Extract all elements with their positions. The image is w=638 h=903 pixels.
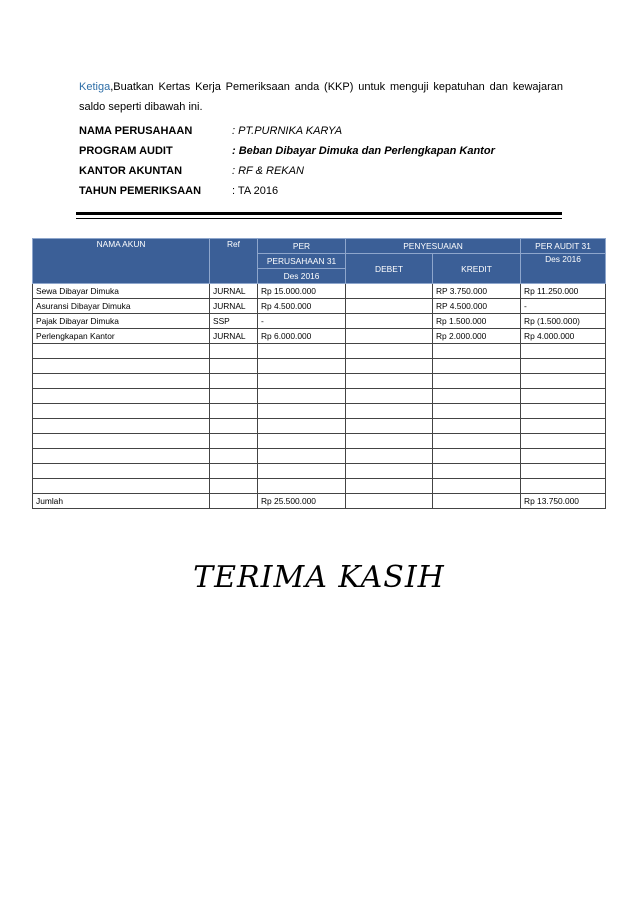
audit-info-block (79, 121, 495, 201)
empty-cell (33, 374, 210, 389)
header-kredit: KREDIT (433, 254, 521, 284)
empty-cell (346, 344, 433, 359)
empty-row (33, 344, 606, 359)
empty-cell (258, 374, 346, 389)
empty-cell (346, 374, 433, 389)
header-per-3: Des 2016 (258, 269, 346, 284)
empty-cell (433, 479, 521, 494)
empty-cell (433, 404, 521, 419)
total-kredit (433, 494, 521, 509)
cell-akun: Asuransi Dibayar Dimuka (33, 299, 210, 314)
empty-cell (33, 434, 210, 449)
empty-cell (346, 389, 433, 404)
total-per: Rp 25.500.000 (258, 494, 346, 509)
info-row-program (79, 141, 495, 161)
empty-cell (210, 359, 258, 374)
table-row (33, 314, 606, 329)
header-audit-2: Des 2016 (521, 254, 606, 284)
empty-cell (258, 464, 346, 479)
empty-cell (258, 359, 346, 374)
empty-cell (33, 419, 210, 434)
empty-cell (433, 344, 521, 359)
cell-kredit: Rp 2.000.000 (433, 329, 521, 344)
cell-debet (346, 329, 433, 344)
empty-row (33, 359, 606, 374)
empty-cell (258, 344, 346, 359)
empty-row (33, 449, 606, 464)
empty-cell (210, 464, 258, 479)
divider-thin (76, 218, 562, 219)
empty-cell (433, 419, 521, 434)
cell-per: Rp 4.500.000 (258, 299, 346, 314)
empty-cell (33, 404, 210, 419)
empty-cell (521, 434, 606, 449)
info-label: TAHUN PEMERIKSAAN (79, 185, 202, 197)
empty-cell (33, 344, 210, 359)
empty-cell (521, 374, 606, 389)
total-ref (210, 494, 258, 509)
empty-row (33, 479, 606, 494)
empty-cell (346, 449, 433, 464)
empty-cell (258, 449, 346, 464)
cell-akun: Pajak Dibayar Dimuka (33, 314, 210, 329)
empty-cell (33, 479, 210, 494)
cell-akun: Perlengkapan Kantor (33, 329, 210, 344)
empty-cell (346, 419, 433, 434)
cell-ref: SSP (210, 314, 258, 329)
header-ref: Ref (210, 239, 258, 284)
info-value: : Beban Dibayar Dimuka dan Perlengkapan Kantor (232, 145, 495, 157)
info-row-year (79, 181, 495, 201)
empty-cell (521, 359, 606, 374)
cell-kredit: RP 4.500.000 (433, 299, 521, 314)
info-row-office (79, 161, 495, 181)
closing-text: TERIMA KASIH (193, 560, 445, 595)
empty-cell (521, 404, 606, 419)
info-label: PROGRAM AUDIT (79, 145, 173, 157)
empty-row (33, 434, 606, 449)
empty-cell (33, 449, 210, 464)
cell-ref: JURNAL (210, 284, 258, 299)
empty-cell (210, 389, 258, 404)
table-body (33, 284, 606, 494)
empty-row (33, 464, 606, 479)
total-debet (346, 494, 433, 509)
cell-per: Rp 6.000.000 (258, 329, 346, 344)
table-row (33, 284, 606, 299)
info-value: : RF & REKAN (232, 165, 304, 177)
empty-cell (433, 389, 521, 404)
header-audit-1: PER AUDIT 31 (521, 239, 606, 254)
intro-text: ,Buatkan Kertas Kerja Pemeriksaan anda (KKP) untuk menguji kepatuhan dan kewajaran saldo seperti dibawah ini. (79, 81, 563, 113)
info-value: : PT.PURNIKA KARYA (232, 125, 343, 137)
empty-cell (346, 359, 433, 374)
empty-row (33, 374, 606, 389)
empty-cell (258, 404, 346, 419)
empty-cell (433, 449, 521, 464)
cell-akun: Sewa Dibayar Dimuka (33, 284, 210, 299)
empty-cell (210, 449, 258, 464)
header-per-1: PER (258, 239, 346, 254)
empty-cell (433, 359, 521, 374)
cell-debet (346, 314, 433, 329)
empty-cell (33, 464, 210, 479)
header-nama-akun: NAMA AKUN (33, 239, 210, 284)
empty-cell (33, 389, 210, 404)
cell-kredit: Rp 1.500.000 (433, 314, 521, 329)
empty-cell (210, 434, 258, 449)
empty-cell (210, 344, 258, 359)
total-audit: Rp 13.750.000 (521, 494, 606, 509)
intro-paragraph (79, 77, 563, 117)
empty-cell (521, 344, 606, 359)
empty-row (33, 419, 606, 434)
empty-cell (33, 359, 210, 374)
cell-debet (346, 299, 433, 314)
empty-cell (210, 479, 258, 494)
cell-per: Rp 15.000.000 (258, 284, 346, 299)
info-value: : TA 2016 (232, 185, 279, 197)
empty-cell (258, 419, 346, 434)
cell-audit: Rp 11.250.000 (521, 284, 606, 299)
empty-cell (258, 389, 346, 404)
empty-cell (521, 479, 606, 494)
info-row-company (79, 121, 495, 141)
empty-cell (346, 434, 433, 449)
empty-row (33, 389, 606, 404)
header-debet: DEBET (346, 254, 433, 284)
total-row (33, 494, 606, 509)
empty-cell (258, 479, 346, 494)
header-per-2: PERUSAHAAN 31 (258, 254, 346, 269)
empty-cell (210, 374, 258, 389)
cell-audit: Rp 4.000.000 (521, 329, 606, 344)
empty-cell (521, 449, 606, 464)
empty-cell (346, 464, 433, 479)
empty-cell (210, 419, 258, 434)
total-label: Jumlah (33, 494, 210, 509)
cell-per: - (258, 314, 346, 329)
cell-kredit: RP 3.750.000 (433, 284, 521, 299)
cell-audit: - (521, 299, 606, 314)
info-label: KANTOR AKUNTAN (79, 165, 183, 177)
working-paper-table (32, 238, 606, 509)
table-row (33, 329, 606, 344)
empty-cell (210, 404, 258, 419)
cell-ref: JURNAL (210, 299, 258, 314)
empty-cell (346, 479, 433, 494)
cell-audit: Rp (1.500.000) (521, 314, 606, 329)
cell-ref: JURNAL (210, 329, 258, 344)
empty-cell (346, 404, 433, 419)
empty-cell (433, 374, 521, 389)
empty-cell (433, 434, 521, 449)
header-penyesuaian: PENYESUAIAN (346, 239, 521, 254)
divider-thick (76, 212, 562, 215)
empty-row (33, 404, 606, 419)
info-label: NAMA PERUSAHAAN (79, 125, 193, 137)
intro-keyword: Ketiga (79, 81, 111, 93)
table-row (33, 299, 606, 314)
empty-cell (521, 389, 606, 404)
empty-cell (258, 434, 346, 449)
empty-cell (521, 464, 606, 479)
empty-cell (521, 419, 606, 434)
cell-debet (346, 284, 433, 299)
empty-cell (433, 464, 521, 479)
